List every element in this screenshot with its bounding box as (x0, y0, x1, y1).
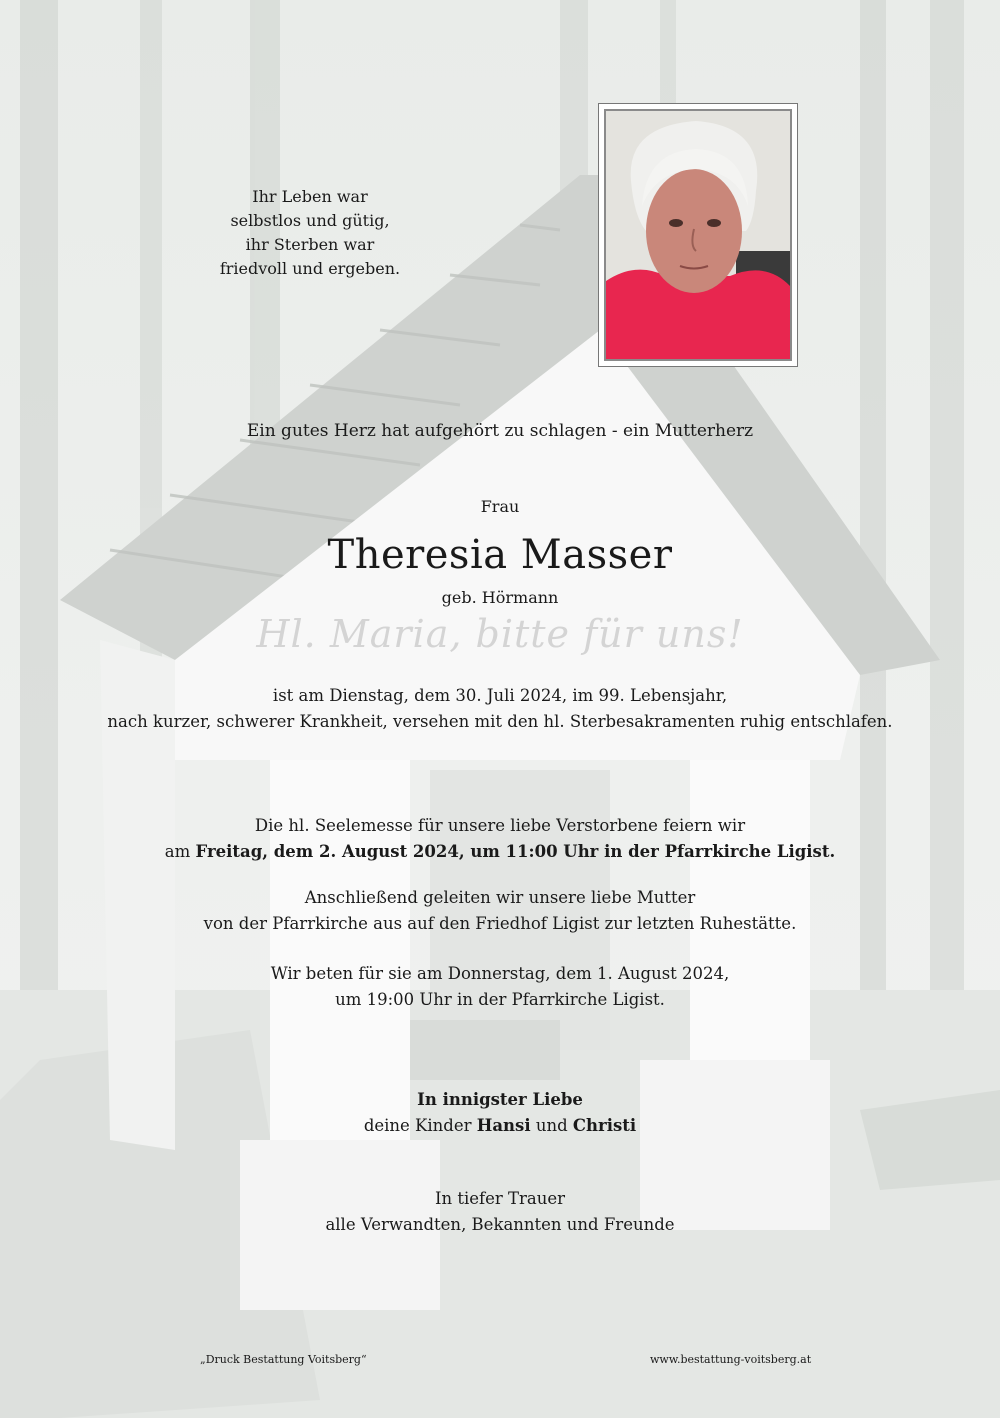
death-notice-line: ist am Dienstag, dem 30. Juli 2024, im 99. Lebensjahr, (272, 686, 728, 705)
prayer-service-line: um 19:00 Uhr in der Pfarrkirche Ligist. (335, 990, 665, 1009)
mass-line: Die hl. Seelemesse für unsere liebe Verstorbene feiern wir (254, 816, 746, 835)
deceased-name: Theresia Masser (327, 532, 673, 578)
burial-line: von der Pfarrkirche aus auf den Friedhof Ligist zur letzten Ruhestätte. (203, 914, 797, 933)
mourners-heading: In innigster Liebe (417, 1090, 583, 1109)
mourners-children-line (0, 1113, 1000, 1139)
portrait-frame (598, 103, 798, 367)
motto-line: ihr Sterben war (245, 235, 375, 254)
printer-credit: „Druck Bestattung Voitsberg“ (200, 1353, 367, 1366)
mourners-prefix: deine Kinder (363, 1116, 477, 1135)
relatives-line: In tiefer Trauer (434, 1189, 566, 1208)
tagline: Ein gutes Herz hat aufgehört zu schlagen - ein Mutterherz (246, 421, 754, 441)
motto-line: friedvoll und ergeben. (219, 259, 401, 278)
mourners-conjunction: und (530, 1116, 573, 1135)
child-name: Hansi (476, 1116, 531, 1135)
mourners-children (0, 1087, 1000, 1139)
mass-line (0, 839, 1000, 865)
mass-date-time: Freitag, dem 2. August 2024, um 11:00 Uhr in der Pfarrkirche Ligist. (195, 842, 836, 861)
prayer-service-line: Wir beten für sie am Donnerstag, dem 1. August 2024, (270, 964, 730, 983)
mourners-relatives (0, 1186, 1000, 1238)
death-notice (0, 683, 1000, 735)
motto-line: Ihr Leben war (252, 187, 368, 206)
prayer-inscription: Hl. Maria, bitte für uns! (256, 612, 744, 656)
salutation: Frau (480, 497, 520, 516)
burial-notice (0, 885, 1000, 937)
relatives-line: alle Verwandten, Bekannten und Freunde (325, 1215, 675, 1234)
child-name: Christi (572, 1116, 637, 1135)
mass-line-prefix: am (164, 842, 196, 861)
burial-line: Anschließend geleiten wir unsere liebe Mutter (304, 888, 696, 907)
prayer-service-notice (0, 961, 1000, 1013)
portrait-photo (604, 109, 792, 361)
website-link[interactable]: www.bestattung-voitsberg.at (650, 1353, 812, 1366)
motto-verse (200, 185, 420, 281)
mass-notice (0, 813, 1000, 865)
motto-line: selbstlos und gütig, (230, 211, 390, 230)
birth-name: geb. Hörmann (441, 588, 559, 607)
death-notice-line: nach kurzer, schwerer Krankheit, versehen mit den hl. Sterbesakramenten ruhig entschlafen. (107, 712, 893, 731)
